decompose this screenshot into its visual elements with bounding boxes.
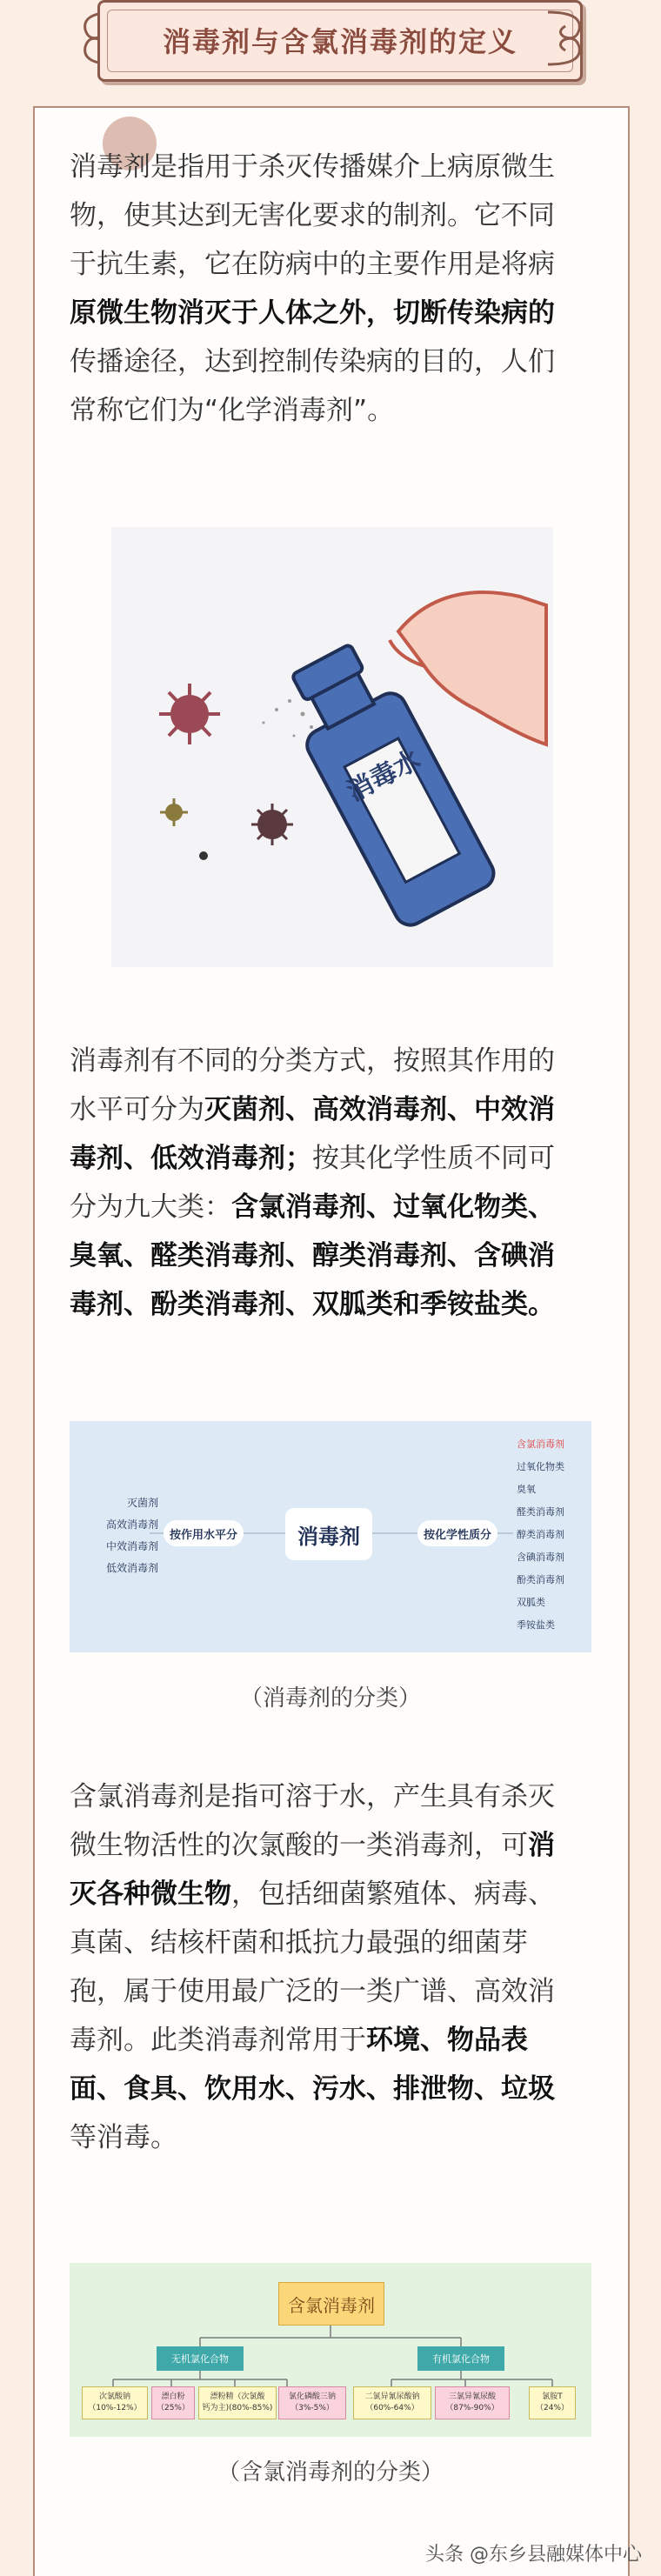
text-line: 原微生物消灭于人体之外，切断传染病的 — [70, 297, 555, 329]
text-line: 孢，属于使用最广泛的一类广谱、高效消 — [70, 1976, 555, 2007]
text-line: 含氯消毒剂是指可溶于水，产生具有杀灭 — [70, 1781, 555, 1812]
diagram-root-node: 含氯消毒剂 — [278, 2282, 384, 2326]
diagram-right-item: 过氧化物类 — [517, 1461, 564, 1472]
title-banner — [97, 0, 583, 82]
paragraph-classification — [70, 1037, 591, 1329]
text-line: 传播途径，达到控制传染病的目的，人们 — [70, 346, 555, 377]
diagram-right-item: 臭氧 — [517, 1484, 536, 1495]
diagram-mid-node-organic: 有机氯化合物 — [417, 2346, 504, 2371]
text-line: 常称它们为“化学消毒剂”。 — [70, 395, 395, 426]
text-line: 等消毒。 — [70, 2122, 177, 2153]
svg-text:消毒水: 消毒水 — [342, 744, 426, 808]
spray-bottle-illustration — [111, 527, 553, 967]
diagram-leaf-node: 三氯异氰尿酸 （87%-90%） — [435, 2386, 510, 2419]
diagram-left-branch: 按作用水平分 — [164, 1520, 244, 1546]
diagram-leaf-node: 氯胺T （24%） — [529, 2386, 576, 2419]
page-title: 消毒剂与含氯消毒剂的定义 — [162, 25, 517, 58]
text-line: 毒剂、酚类消毒剂、双胍类和季铵盐类。 — [70, 1289, 555, 1320]
text-line: 面、食具、饮用水、污水、排泄物、垃圾 — [70, 2073, 555, 2105]
diagram-left-item: 低效消毒剂 — [105, 1562, 158, 1574]
text-line: 臭氧、醛类消毒剂、醇类消毒剂、含碘消 — [70, 1240, 555, 1271]
text-line: 灭各种微生物，包括细菌繁殖体、病毒、 — [70, 1879, 555, 1910]
caption-chlorine-classification: （含氯消毒剂的分类） — [217, 2459, 444, 2486]
text-line: 物，使其达到无害化要求的制剂。它不同 — [70, 200, 555, 231]
diagram-right-item: 双胍类 — [517, 1597, 545, 1608]
text-line: 毒剂、低效消毒剂；按其化学性质不同可 — [70, 1143, 555, 1174]
diagram-right-item: 醛类消毒剂 — [517, 1506, 564, 1518]
disinfectant-classification-diagram — [70, 1421, 591, 1652]
text-line: 微生物活性的次氯酸的一类消毒剂，可消 — [70, 1830, 555, 1861]
diagram-right-item: 季铵盐类 — [517, 1619, 555, 1631]
text-line: 消毒剂有不同的分类方式，按照其作用的 — [70, 1045, 555, 1077]
diagram-leaf-node: 氯化磷酸三钠 （3%-5%） — [278, 2386, 346, 2419]
diagram-right-item-highlighted: 含氯消毒剂 — [517, 1438, 564, 1450]
diagram-mid-node-inorganic: 无机氯化合物 — [157, 2346, 244, 2371]
paragraph-chlorine-disinfectant — [70, 1772, 591, 2162]
decorative-scroll-icon — [543, 3, 591, 73]
paragraph-disinfectant-definition — [70, 143, 591, 435]
diagram-leaf-node: 二氯异氰尿酸钠 （60%-64%） — [353, 2386, 431, 2419]
diagram-left-item: 中效消毒剂 — [105, 1540, 158, 1552]
text-line: 真菌、结核杆菌和抵抗力最强的细菌芽 — [70, 1927, 528, 1959]
text-line: 于抗生素，它在防病中的主要作用是将病 — [70, 249, 555, 280]
diagram-leaf-node: 漂粉精（次氯酸 钙为主)(80%-85%) — [198, 2386, 277, 2419]
chlorine-classification-diagram — [70, 2263, 591, 2437]
text-line: 毒剂。此类消毒剂常用于环境、物品表 — [70, 2025, 528, 2056]
diagram-leaf-node: 漂白粉 （25%） — [151, 2386, 195, 2419]
virus-icon — [159, 684, 220, 744]
text-line: 分为九大类：含氯消毒剂、过氧化物类、 — [70, 1191, 555, 1223]
text-line: 消毒剂是指用于杀灭传播媒介上病原微生 — [70, 151, 555, 183]
diagram-leaf-node: 次氯酸钠 （10%-12%） — [82, 2386, 148, 2419]
caption-classification: （消毒剂的分类） — [239, 1685, 421, 1712]
diagram-left-item: 高效消毒剂 — [105, 1518, 158, 1531]
diagram-right-item: 酚类消毒剂 — [517, 1574, 564, 1585]
diagram-left-item: 灭菌剂 — [126, 1497, 158, 1509]
watermark: 头条 @东乡县融媒体中心 — [425, 2544, 642, 2566]
text-line: 水平可分为灭菌剂、高效消毒剂、中效消 — [70, 1094, 555, 1125]
diagram-right-branch: 按化学性质分 — [417, 1520, 497, 1546]
content-card — [33, 106, 630, 2576]
diagram-right-item: 醇类消毒剂 — [517, 1529, 564, 1540]
diagram-right-item: 含碘消毒剂 — [517, 1552, 564, 1563]
header — [0, 0, 661, 83]
diagram-center-node: 消毒剂 — [285, 1508, 372, 1560]
